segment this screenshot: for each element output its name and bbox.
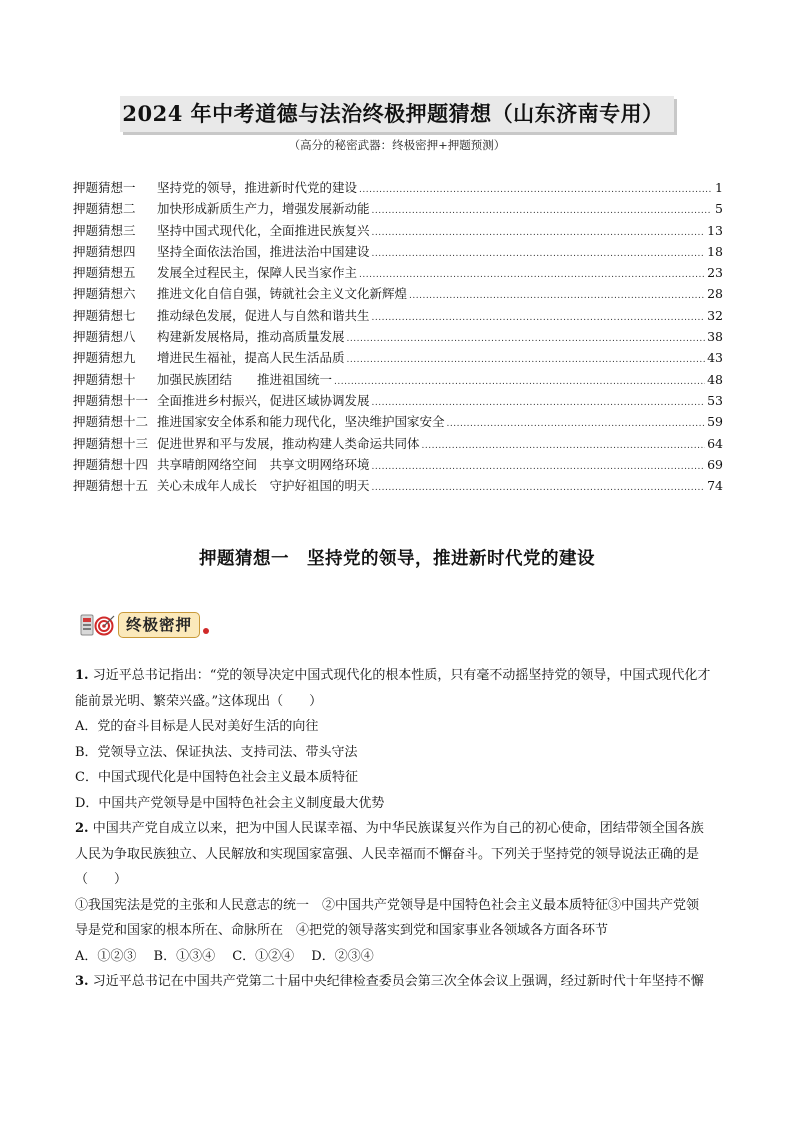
answer-option: D．中国共产党领导是中国特色社会主义制度最大优势 bbox=[75, 795, 385, 811]
toc-entry-number: 押题猜想四 bbox=[73, 243, 136, 259]
toc-entry[interactable] bbox=[73, 411, 723, 432]
toc-entry-page: 28 bbox=[707, 286, 723, 302]
toc-entry-page: 32 bbox=[707, 307, 723, 323]
toc-entry-title: 坚持党的领导，推进新时代党的建设 bbox=[157, 180, 358, 195]
toc-entry[interactable] bbox=[73, 475, 723, 496]
toc-entry-title: 推进文化自信自强，铸就社会主义文化新辉煌 bbox=[157, 286, 408, 302]
toc-entry-title: 增进民生福祉，提高人民生活品质 bbox=[157, 350, 345, 366]
toc-dot-leader bbox=[359, 180, 711, 201]
toc-entry-page: 18 bbox=[707, 243, 723, 259]
toc-dot-leader bbox=[372, 308, 706, 329]
toc-entry[interactable] bbox=[73, 262, 723, 283]
badge-dot-icon bbox=[203, 628, 209, 634]
answer-option: A．党的奋斗目标是人民对美好生活的向往 bbox=[75, 719, 319, 734]
toc-dot-leader bbox=[372, 223, 706, 244]
toc-entry-page: 59 bbox=[707, 414, 723, 430]
toc-dot-leader bbox=[372, 244, 706, 265]
toc-entry-title: 推动绿色发展，促进人与自然和谐共生 bbox=[157, 307, 370, 323]
question-items: ①我国宪法是党的主张和人民意志的统一 ②中国共产党领导是中国特色社会主义最本质特征③中国共产党领 bbox=[75, 897, 700, 913]
question-stem: （ ） bbox=[75, 872, 128, 887]
toc-dot-leader bbox=[359, 265, 705, 286]
toc-entry-page: 64 bbox=[707, 435, 723, 451]
toc-entry-title: 全面推进乡村振兴，促进区域协调发展 bbox=[157, 392, 370, 408]
toc-dot-leader bbox=[347, 329, 706, 350]
question-list bbox=[75, 663, 755, 995]
question-stem: 能前景光明、繁荣兴盛。”这体现出（ ） bbox=[75, 693, 323, 709]
question-3 bbox=[75, 969, 755, 995]
toc-entry-number: 押题猜想八 bbox=[73, 329, 136, 345]
toc-entry-title: 促进世界和平与发展，推动构建人类命运共同体 bbox=[157, 435, 420, 451]
toc-entry-number: 押题猜想十三 bbox=[73, 435, 149, 451]
toc-entry[interactable] bbox=[73, 390, 723, 411]
toc-dot-leader bbox=[372, 478, 706, 499]
toc-entry[interactable] bbox=[73, 369, 723, 390]
toc-entry-title: 加强民族团结 推进祖国统一 bbox=[157, 371, 333, 387]
question-stem: 人民为争取民族独立、人民解放和实现国家富强、人民幸福而不懈奋斗。下列关于坚持党的领导说法正确的是 bbox=[75, 846, 700, 862]
toc-entry[interactable] bbox=[73, 177, 723, 198]
answer-options: A．①②③ B．①③④ C．①②④ D．②③④ bbox=[75, 948, 374, 964]
question-1 bbox=[75, 663, 755, 816]
question-number: 3. bbox=[75, 974, 89, 989]
toc-entry-number: 押题猜想十 bbox=[73, 371, 136, 387]
toc-entry-title: 发展全过程民主，保障人民当家作主 bbox=[157, 265, 358, 281]
question-2 bbox=[75, 816, 755, 969]
toc-entry-page: 23 bbox=[707, 265, 723, 281]
toc-entry-page: 1 bbox=[715, 180, 723, 195]
toc-entry-number: 押题猜想七 bbox=[73, 307, 136, 323]
toc-dot-leader bbox=[422, 436, 706, 457]
toc-entry-number: 押题猜想三 bbox=[73, 222, 136, 238]
toc-entry[interactable] bbox=[73, 241, 723, 262]
toc-entry-page: 43 bbox=[707, 350, 723, 366]
toc-entry[interactable] bbox=[73, 198, 723, 219]
badge-label: 终极密押 bbox=[118, 612, 200, 638]
toc-entry-number: 押题猜想十一 bbox=[73, 392, 149, 408]
toc-entry[interactable] bbox=[73, 283, 723, 304]
toc-entry-number: 押题猜想十四 bbox=[73, 456, 149, 472]
toc-entry-number: 押题猜想六 bbox=[73, 286, 136, 302]
document-title: 2024 年中考道德与法治终极押题猜想（山东济南专用） bbox=[120, 96, 673, 132]
target-board-icon bbox=[80, 612, 116, 638]
toc-entry-number: 押题猜想一 bbox=[73, 180, 136, 195]
toc-dot-leader bbox=[409, 286, 705, 307]
toc-entry[interactable] bbox=[73, 454, 723, 475]
toc-entry-title: 关心未成年人成长 守护好祖国的明天 bbox=[157, 478, 370, 494]
toc-dot-leader bbox=[372, 457, 706, 478]
toc-entry[interactable] bbox=[73, 326, 723, 347]
toc-entry-number: 押题猜想九 bbox=[73, 350, 136, 366]
question-items: 导是党和国家的根本所在、命脉所在 ④把党的领导落实到党和国家事业各领域各方面各环节 bbox=[75, 923, 609, 938]
document-subtitle: （高分的秘密武器：终极密押+押题预测） bbox=[288, 138, 506, 152]
section-badge bbox=[80, 610, 209, 640]
toc-dot-leader bbox=[334, 372, 705, 393]
toc-entry-title: 构建新发展格局，推动高质量发展 bbox=[157, 329, 345, 345]
toc-entry-title: 推进国家安全体系和能力现代化，坚决维护国家安全 bbox=[157, 414, 445, 430]
toc-entry-title: 加快形成新质生产力，增强发展新动能 bbox=[157, 201, 370, 217]
toc-dot-leader bbox=[447, 414, 706, 435]
table-of-contents bbox=[73, 177, 723, 496]
toc-entry-page: 48 bbox=[707, 371, 723, 387]
toc-entry-page: 13 bbox=[707, 222, 723, 238]
toc-entry-page: 53 bbox=[707, 392, 723, 408]
question-stem: 中国共产党自成立以来，把为中国人民谋幸福、为中华民族谋复兴作为自己的初心使命，团结带领全国各族 bbox=[92, 821, 704, 836]
toc-entry-number: 押题猜想五 bbox=[73, 265, 136, 281]
toc-entry[interactable] bbox=[73, 433, 723, 454]
answer-option: B．党领导立法、保证执法、支持司法、带头守法 bbox=[75, 744, 358, 760]
answer-option: C．中国式现代化是中国特色社会主义最本质特征 bbox=[75, 770, 358, 785]
question-number: 2. bbox=[75, 821, 89, 836]
toc-entry[interactable] bbox=[73, 220, 723, 241]
question-stem: 习近平总书记在中国共产党第二十届中央纪律检查委员会第三次全体会议上强调，经过新时代十年坚持不懈 bbox=[92, 974, 704, 989]
toc-entry-page: 74 bbox=[707, 478, 723, 494]
toc-entry-title: 共享晴朗网络空间 共享文明网络环境 bbox=[157, 456, 370, 472]
toc-entry-number: 押题猜想十五 bbox=[73, 478, 149, 494]
question-stem: 习近平总书记指出：“党的领导决定中国式现代化的根本性质，只有毫不动摇坚持党的领导，中国式现代化才 bbox=[92, 668, 711, 683]
toc-entry-number: 押题猜想十二 bbox=[73, 414, 149, 430]
toc-entry-number: 押题猜想二 bbox=[73, 201, 136, 217]
toc-entry-title: 坚持中国式现代化，全面推进民族复兴 bbox=[157, 222, 370, 238]
toc-dot-leader bbox=[347, 350, 706, 371]
toc-entry-page: 38 bbox=[707, 329, 723, 345]
toc-entry-page: 5 bbox=[715, 201, 723, 217]
toc-entry-page: 69 bbox=[707, 456, 723, 472]
toc-dot-leader bbox=[372, 201, 711, 222]
toc-entry[interactable] bbox=[73, 305, 723, 326]
toc-entry-title: 坚持全面依法治国，推进法治中国建设 bbox=[157, 243, 370, 259]
section-heading: 押题猜想一 坚持党的领导，推进新时代党的建设 bbox=[199, 549, 595, 569]
toc-entry[interactable] bbox=[73, 347, 723, 368]
question-number: 1. bbox=[75, 668, 89, 683]
